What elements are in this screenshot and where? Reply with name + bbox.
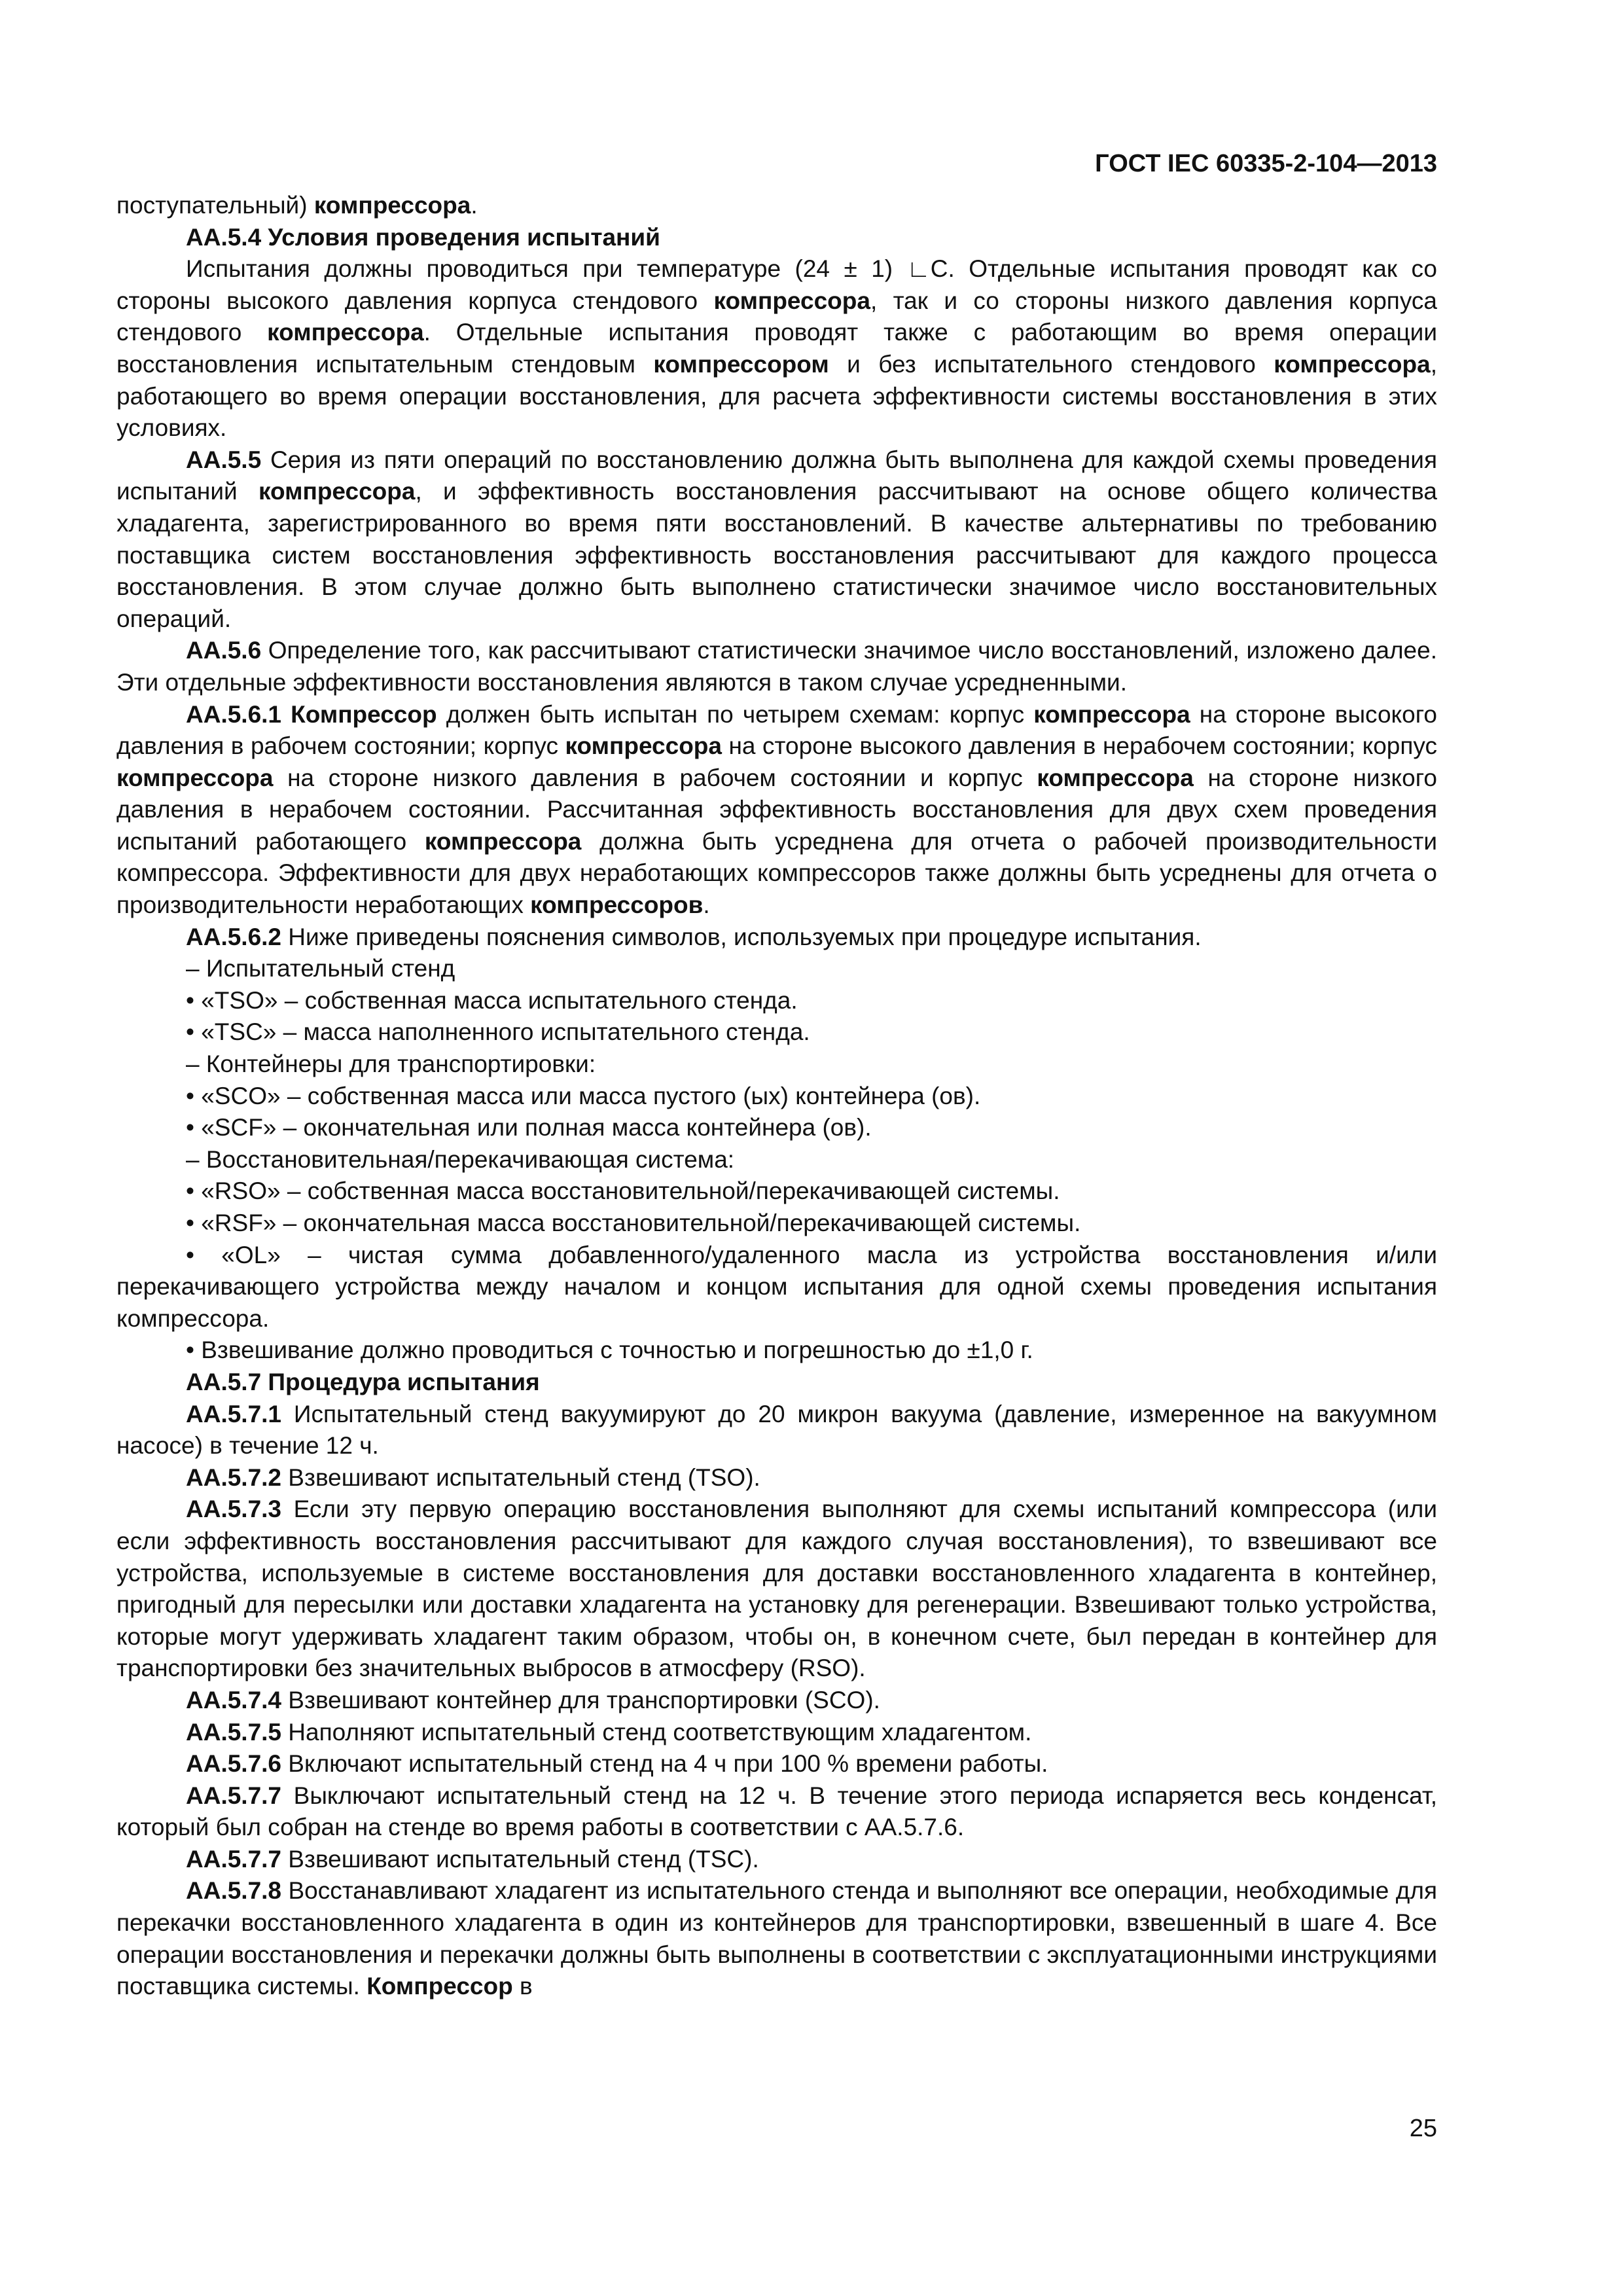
paragraph-aa56 (116, 635, 1437, 698)
weighing-accuracy-note: • Взвешивание должно проводиться с точностью и погрешностью до ±1,0 г. (186, 1336, 1033, 1364)
procedure-step (116, 1494, 1437, 1685)
document-header: ГОСТ IEC 60335-2-104—2013 (1095, 150, 1437, 177)
text: . (703, 891, 710, 919)
term-compressor: компрессора (1037, 764, 1194, 791)
page-number: 25 (1409, 2115, 1437, 2142)
text: Наполняют испытательный стенд соответствующим хладагентом. (281, 1718, 1032, 1746)
text: Взвешивают испытательный стенд (TSC). (281, 1845, 759, 1873)
section-heading-aa57: АА.5.7 Процедура испытания (186, 1368, 540, 1395)
symbol-list-item: • «SCF» – окончательная или полная масса контейнера (ов). (186, 1114, 872, 1141)
symbol-list-item: • «RSO» – собственная масса восстановительной/перекачивающей системы. (186, 1177, 1060, 1205)
text: Взвешивают контейнер для транспортировки (SCO). (281, 1686, 880, 1713)
clause-number: АА.5.7.1 (186, 1400, 282, 1427)
paragraph-aa54 (116, 253, 1437, 444)
clause-number: АА.5.7.7 (186, 1845, 282, 1873)
text: должна быть усреднена для отчета о рабочей производительности компрессора. Эффективности для двух неработающих компрессоров также должны быть усреднены для отчета о производительности неработающих (116, 827, 1437, 919)
text: Включают испытательный стенд на 4 ч при 100 % времени работы. (281, 1750, 1048, 1778)
clause-number: АА.5.7.6 (186, 1750, 282, 1778)
symbol-list-item: • «SCO» – собственная масса или масса пустого (ых) контейнера (ов). (186, 1082, 981, 1109)
term-compressor: компрессора (713, 287, 870, 314)
text: Серия из пяти операций по восстановлению должна быть выполнена для каждой схемы проведения испытаний (116, 446, 1437, 505)
text: Испытательный стенд вакуумируют до 20 микрон вакуума (давление, измеренное на вакуумном насосе) в течение 12 ч. (116, 1400, 1437, 1460)
clause-number: АА.5.7.2 (186, 1463, 282, 1491)
document-body (116, 190, 1437, 2003)
procedure-step (116, 1462, 1437, 1494)
paragraph-continuation (116, 190, 1437, 222)
term-compressor: компрессора (565, 732, 722, 760)
clause-number: АА.5.6.2 (186, 923, 282, 950)
symbol-list-item: – Испытательный стенд (186, 955, 455, 982)
text: поступательный) (116, 192, 314, 219)
text: на стороне низкого давления в рабочем состоянии и корпус (273, 764, 1037, 791)
text: , так и со стороны низкого давления корпуса стендового (116, 287, 1437, 346)
procedure-step (116, 1844, 1437, 1876)
term-compressor: компрессора (1033, 700, 1190, 728)
section-heading-aa54: АА.5.4 Условия проведения испытаний (186, 223, 660, 251)
term-compressor: Компрессор (366, 1973, 513, 2000)
clause-number: АА.5.7.7 (186, 1782, 282, 1809)
term-compressor: компрессора (424, 827, 582, 855)
procedure-step (116, 1780, 1437, 1844)
text: Восстанавливают хладагент из испытательного стенда и выполняют все операции, необходимые для перекачки восстановленного хладагента в один из контейнеров для транспортировки, взвешенный в шаге 4. Все операции восстановления и перекачки должны быть выполнены в соответствии с эксплуатационными инструкциями поставщика системы. (116, 1877, 1437, 2000)
text: на стороне высокого давления в рабочем состоянии; корпус (116, 700, 1437, 760)
text: , работающего во время операции восстановления, для расчета эффективности системы восстановления в этих условиях. (116, 350, 1437, 442)
text: Взвешивают испытательный стенд (TSO). (281, 1463, 760, 1491)
procedure-step (116, 1399, 1437, 1462)
symbol-ol-definition: • «OL» – чистая сумма добавленного/удаленного масла из устройства восстановления и/или перекачивающего устройства между началом и концом испытания для одной схемы проведения испытания компрессора. (116, 1241, 1437, 1332)
paragraph-aa561 (116, 699, 1437, 922)
text: Выключают испытательный стенд на 12 ч. В течение этого периода испаряется весь конденсат, который был собран на стенде во время работы в соответствии с АА.5.7.6. (116, 1782, 1437, 1841)
term-compressor: компрессором (653, 350, 829, 378)
symbol-list-item: • «RSF» – окончательная масса восстановительной/перекачивающей системы. (186, 1210, 1081, 1236)
term-compressor: компрессора (116, 764, 274, 791)
text: Испытания должны проводиться при температуре (24 ± 1) ∟С. Отдельные испытания проводят как со стороны высокого давления корпуса стендового (116, 255, 1437, 314)
term-compressor: компрессора (258, 478, 416, 505)
symbol-list-item: – Восстановительная/перекачивающая система: (186, 1145, 735, 1173)
clause-number: АА.5.7.8 (186, 1877, 282, 1905)
text: Определение того, как рассчитывают статистически значимое число восстановлений, изложено далее. Эти отдельные эффективности восстановления являются в таком случае усредненными. (116, 637, 1437, 696)
text: должен быть испытан по четырем схемам: корпус (437, 700, 1034, 728)
clause-number: АА.5.7.5 (186, 1718, 282, 1746)
term-compressor: компрессора (313, 192, 471, 219)
symbol-list-item: – Контейнеры для транспортировки: (186, 1050, 596, 1078)
paragraph-aa55 (116, 444, 1437, 636)
clause-number: АА.5.7.4 (186, 1686, 282, 1713)
text: . Отдельные испытания проводят также с работающим во время операции восстановления испытательным стендовым (116, 319, 1437, 378)
symbol-list-item: • «TSC» – масса наполненного испытательного стенда. (186, 1018, 810, 1046)
text: Ниже приведены пояснения символов, используемых при процедуре испытания. (281, 923, 1202, 950)
text: на стороне низкого давления в нерабочем состоянии. Рассчитанная эффективность восстановления для двух схем проведения испытаний работающего (116, 764, 1437, 855)
clause-number: АА.5.7.3 (186, 1496, 282, 1523)
term-compressor: компрессора (1274, 350, 1431, 378)
text: . (471, 192, 478, 219)
procedure-step (116, 1875, 1437, 2002)
term-compressor: компрессоров (530, 891, 704, 919)
clause-number: АА.5.6 (186, 637, 262, 664)
text: на стороне высокого давления в нерабочем состоянии; корпус (721, 732, 1437, 760)
text: , и эффективность восстановления рассчитывают на основе общего количества хладагента, зарегистрированного во время пяти восстановлений. В качестве альтернативы по требованию поставщика систем восстановления эффективность восстановления рассчитывают для каждого процесса восстановления. В этом случае должно быть выполнено статистически значимое число восстановительных операций. (116, 478, 1437, 632)
term-compressor: компрессора (267, 319, 424, 346)
paragraph-aa562 (116, 922, 1437, 954)
clause-number: АА.5.6.1 Компрессор (186, 700, 437, 728)
procedure-step (116, 1685, 1437, 1717)
procedure-step (116, 1748, 1437, 1780)
symbol-list-item: • «TSO» – собственная масса испытательного стенда. (186, 986, 798, 1014)
text: и без испытательного стендового (829, 350, 1274, 378)
text: Если эту первую операцию восстановления выполняют для схемы испытаний компрессора (или если эффективность восстановления рассчитывают для каждого случая восстановления), то взвешивают все устройства, используемые в системе восстановления для доставки восстановленного хладагента в контейнер, пригодный для пересылки или доставки хладагента на установку для регенерации. Взвешивают только устройства, которые могут удерживать хладагент таким образом, чтобы он, в конечном счете, был передан в контейнер для транспортировки без значительных выбросов в атмосферу (RSO). (116, 1496, 1437, 1682)
procedure-step (116, 1717, 1437, 1749)
text: в (512, 1973, 533, 2000)
clause-number: АА.5.5 (186, 446, 262, 473)
